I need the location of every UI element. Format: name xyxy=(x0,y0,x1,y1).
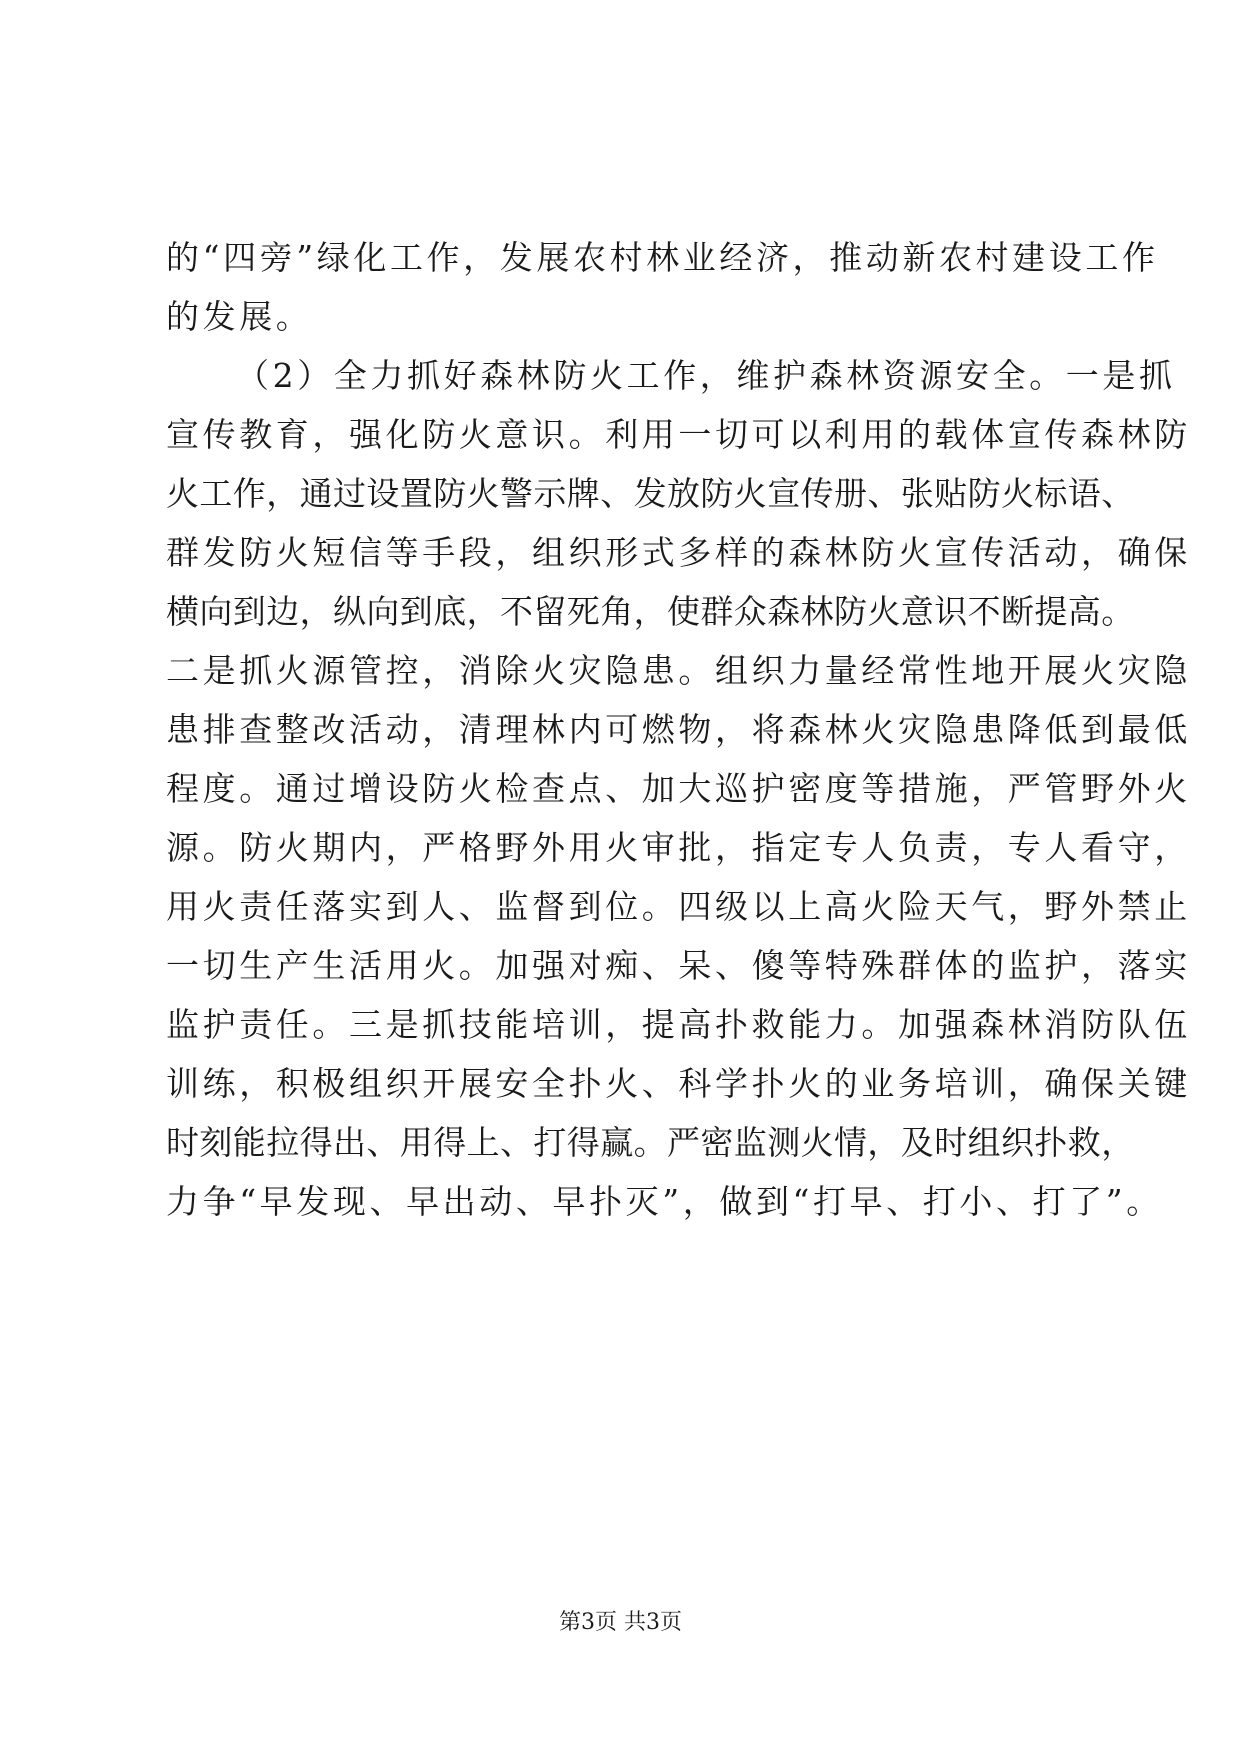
text-line: 程度。通过增设防火检查点、加大巡护密度等措施，严管野外火 xyxy=(166,769,1191,808)
text-line: 宣传教育，强化防火意识。利用一切可以利用的载体宣传森林防 xyxy=(166,415,1191,454)
text-line: 监护责任。三是抓技能培训，提高扑救能力。加强森林消防队伍 xyxy=(166,1005,1191,1044)
paragraph-start-line: （2）全力抓好森林防火工作，维护森林资源安全。一是抓 xyxy=(236,356,1176,395)
text-line: 火工作，通过设置防火警示牌、发放防火宣传册、张贴防火标语、 xyxy=(166,474,1135,513)
text-line: 用火责任落实到人、监督到位。四级以上高火险天气，野外禁止 xyxy=(166,887,1191,926)
text-line: 横向到边，纵向到底，不留死角，使群众森林防火意识不断提高。 xyxy=(166,592,1135,631)
text-line: 一切生产生活用火。加强对痴、呆、傻等特殊群体的监护，落实 xyxy=(166,946,1191,985)
text-line: 群发防火短信等手段，组织形式多样的森林防火宣传活动，确保 xyxy=(166,533,1191,572)
text-line: 的发展。 xyxy=(166,297,313,336)
text-line: 的“四旁”绿化工作，发展农村林业经济，推动新农村建设工作 xyxy=(166,238,1159,277)
text-line: 患排查整改活动，清理林内可燃物，将森林火灾隐患降低到最低 xyxy=(166,710,1191,749)
text-line: 时刻能拉得出、用得上、打得赢。严密监测火情，及时组织扑救， xyxy=(166,1123,1135,1162)
text-line: 力争“早发现、早出动、早扑灭”，做到“打早、打小、打了”。 xyxy=(166,1182,1163,1221)
text-line: 训练，积极组织开展安全扑火、科学扑火的业务培训，确保关键 xyxy=(166,1064,1191,1103)
text-line: 二是抓火源管控，消除火灾隐患。组织力量经常性地开展火灾隐 xyxy=(166,651,1191,690)
body-text xyxy=(166,228,1191,1231)
page-footer: 第3页 共3页 xyxy=(559,1610,682,1635)
text-line: 源。防火期内，严格野外用火审批，指定专人负责，专人看守， xyxy=(166,828,1191,867)
